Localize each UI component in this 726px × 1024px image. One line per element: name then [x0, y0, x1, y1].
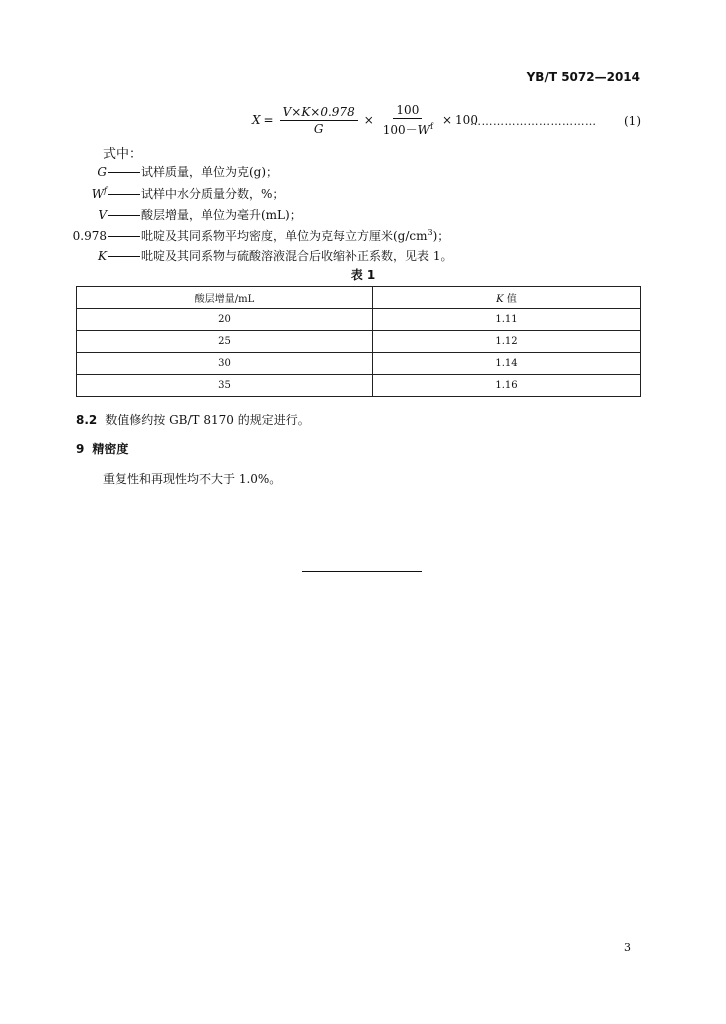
- formula-leader-dots: ……………………………: [470, 115, 597, 128]
- formula-fraction-1: [280, 105, 358, 136]
- fraction-2-denominator: [380, 119, 436, 137]
- def-symbol: 0.978: [72, 229, 107, 243]
- fraction-2-den-prefix: 100－: [382, 123, 418, 137]
- formula-1: [252, 103, 478, 137]
- standard-code: YB/T 5072—2014: [526, 70, 640, 84]
- section-8-2: [76, 411, 310, 428]
- def-symbol: K: [98, 249, 107, 263]
- definition-Wf: [0, 185, 284, 202]
- def-text: 吡啶及其同系物平均密度，单位为克每立方厘米$(g/cm^3)$；: [141, 228, 450, 243]
- fraction-1-denominator: G: [313, 121, 324, 136]
- end-rule: [302, 571, 422, 572]
- formula-times-1: ×: [363, 113, 374, 127]
- table-cell: 1.16: [373, 375, 641, 397]
- definition-density: [0, 227, 449, 244]
- fraction-2-den-sup: f: [430, 122, 433, 131]
- section-number: 9: [76, 442, 85, 456]
- table-row: [77, 331, 641, 353]
- table-row: [77, 375, 641, 397]
- section-9-heading: [76, 440, 128, 457]
- def-text: 酸层增量，单位为毫升(mL)；: [141, 208, 302, 222]
- table-cell: 1.11: [373, 309, 641, 331]
- fraction-2-numerator: 100: [393, 103, 422, 119]
- table-header-row: [77, 287, 641, 309]
- definition-V: [0, 206, 302, 223]
- formula-eq: =: [263, 113, 274, 127]
- def-text: 吡啶及其同系物与硫酸溶液混合后收缩补正系数，见表 1。: [141, 249, 453, 263]
- def-text: 试样中水分质量分数，%；: [141, 187, 285, 201]
- section-text: 数值修约按 GB/T 8170 的规定进行。: [105, 413, 310, 427]
- section-number: 8.2: [76, 413, 98, 427]
- def-symbol: V: [98, 208, 107, 222]
- table-cell: 20: [77, 309, 373, 331]
- table-row: [77, 309, 641, 331]
- table-header-k-value: K 值: [373, 287, 641, 309]
- def-symbol: $W^f$: [91, 186, 107, 201]
- formula-tail: 100: [455, 113, 478, 127]
- fraction-1-numerator: V×K×0.978: [280, 105, 358, 121]
- table-cell: 1.14: [373, 353, 641, 375]
- em-dash: [108, 256, 140, 257]
- def-symbol: G: [97, 165, 107, 179]
- fraction-2-den-var: W: [417, 123, 431, 137]
- k-value-table: [76, 286, 641, 397]
- definition-K: [0, 247, 452, 264]
- precision-text: 重复性和再现性均不大于 1.0%。: [103, 472, 282, 486]
- def-text: 试样质量，单位为克(g)；: [141, 165, 279, 179]
- formula-fraction-2: [380, 103, 436, 137]
- em-dash: [108, 236, 140, 237]
- section-title: 精密度: [92, 442, 129, 456]
- table-row: [77, 353, 641, 375]
- table-header-acid-increment: 酸层增量/mL: [77, 287, 373, 309]
- table-title: 表 1: [350, 268, 376, 282]
- page-number: 3: [624, 941, 631, 954]
- formula-times-2: ×: [441, 113, 453, 127]
- em-dash: [108, 194, 140, 195]
- table-cell: 1.12: [373, 331, 641, 353]
- where-label: 式中：: [103, 147, 143, 162]
- em-dash: [108, 172, 140, 173]
- formula-lhs: X: [252, 113, 261, 127]
- formula-number: (1): [624, 114, 641, 128]
- table-cell: 35: [77, 375, 373, 397]
- definition-G: [0, 163, 278, 180]
- table-cell: 30: [77, 353, 373, 375]
- em-dash: [108, 215, 140, 216]
- table-cell: 25: [77, 331, 373, 353]
